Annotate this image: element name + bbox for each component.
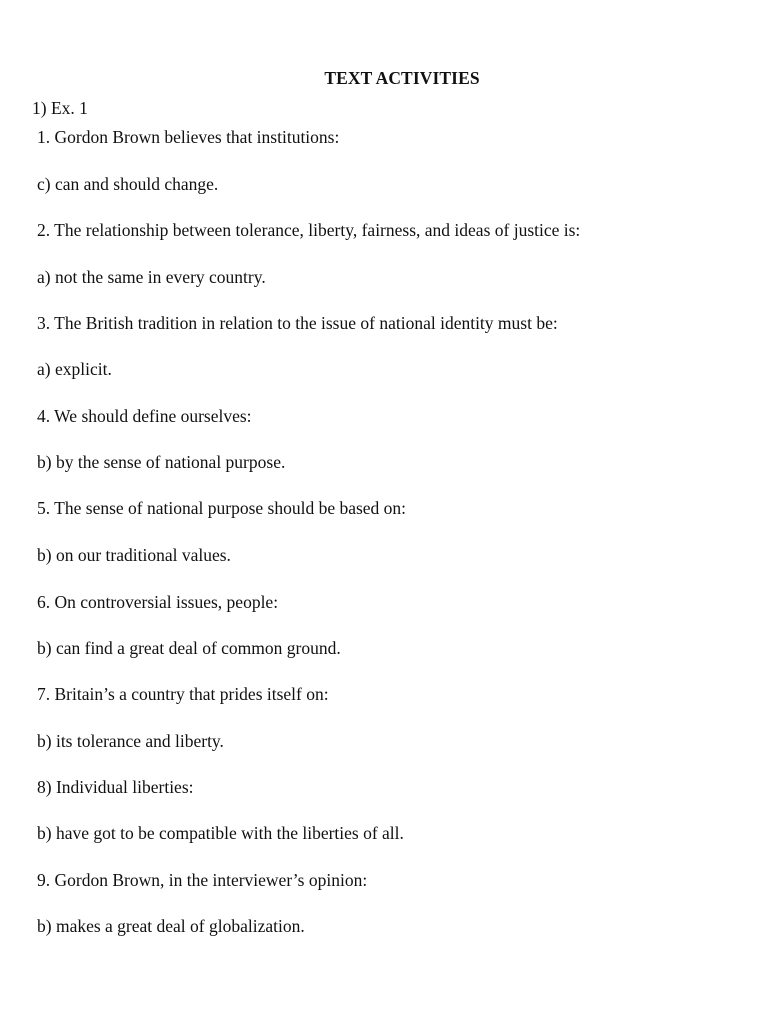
answer-2: a) not the same in every country. — [37, 267, 266, 287]
answer-6: b) can find a great deal of common ground. — [37, 638, 341, 658]
answer-3: a) explicit. — [37, 359, 112, 379]
exercise-label: 1) Ex. 1 — [32, 98, 88, 118]
document-title: TEXT ACTIVITIES — [324, 68, 480, 88]
question-5: 5. The sense of national purpose should be based on: — [37, 498, 407, 518]
question-8: 8) Individual liberties: — [37, 777, 194, 797]
answer-7: b) its tolerance and liberty. — [37, 731, 224, 751]
answer-5: b) on our traditional values. — [37, 545, 231, 565]
answer-1: c) can and should change. — [37, 174, 219, 194]
question-4: 4. We should define ourselves: — [37, 406, 252, 426]
answer-8: b) have got to be compatible with the liberties of all. — [37, 823, 404, 843]
question-2: 2. The relationship between tolerance, liberty, fairness, and ideas of justice is: — [37, 220, 581, 240]
answer-9: b) makes a great deal of globalization. — [37, 916, 305, 936]
question-3: 3. The British tradition in relation to the issue of national identity must be: — [37, 313, 558, 333]
question-7: 7. Britain’s a country that prides itself on: — [37, 684, 329, 704]
question-6: 6. On controversial issues, people: — [37, 592, 279, 612]
question-9: 9. Gordon Brown, in the interviewer’s opinion: — [37, 870, 368, 890]
answer-4: b) by the sense of national purpose. — [37, 452, 286, 472]
question-1: 1. Gordon Brown believes that institutions: — [37, 127, 340, 147]
